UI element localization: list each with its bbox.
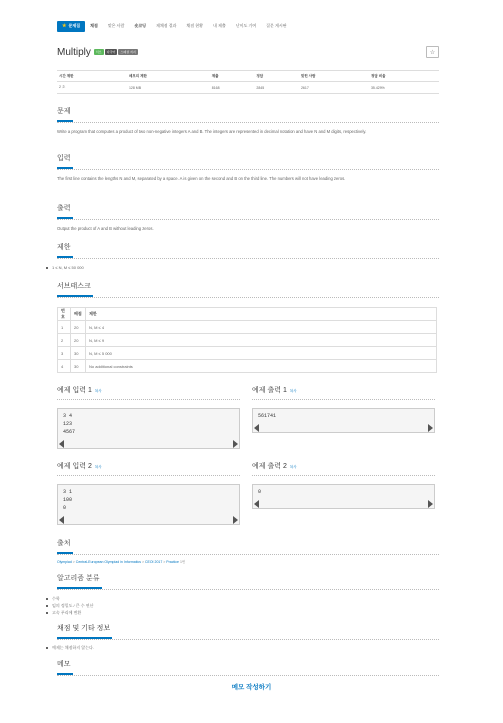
scroll-left-arrow-icon[interactable] [254,500,259,508]
subtask-heading-wrap [57,281,439,298]
example-output-1-scrollbar[interactable] [253,423,434,432]
table-row [58,321,437,334]
nav-item-solvers[interactable]: 맞은 사람 [107,23,125,28]
scroll-left-arrow-icon[interactable] [59,516,64,524]
example-output-2-text: 0 [258,489,262,495]
subtask-header-no: 번호 [58,308,71,321]
subtask-score: 30 [71,347,86,360]
grading-list [45,644,435,651]
nav-item-difficulty[interactable]: 난이도 기여 [235,23,257,28]
info-header-time: 시간 제한 [57,71,127,82]
source-link-ceoi[interactable]: Central-European Olympiad in Informatics [75,560,141,564]
subtask-score: 20 [71,334,86,347]
memo-section [57,659,439,676]
example-input-2-scrollbar[interactable] [58,515,239,524]
example-input-1-heading [57,385,240,400]
badge-multilang[interactable]: 다국어 [106,50,116,54]
table-row [58,360,437,373]
scroll-right-arrow-icon[interactable] [428,500,433,508]
subtask-header-score: 배점 [71,308,86,321]
example-output-1-text: 561741 [258,413,277,419]
limit-list [45,264,435,271]
subtask-header-limit: 제한 [86,308,437,321]
scroll-right-arrow-icon[interactable] [233,440,238,448]
info-ratio: 35.429% [369,82,439,94]
info-time: 2 초 [57,82,127,94]
input-heading-wrap [57,153,439,170]
problem-heading-wrap [57,106,439,123]
scroll-left-arrow-icon[interactable] [59,440,64,448]
algorithm-section [57,573,439,590]
problem-badges [94,49,138,55]
problem-heading: 문제 [57,106,73,122]
scroll-right-arrow-icon[interactable] [428,424,433,432]
subtask-score: 30 [71,360,86,373]
subtask-no: 3 [58,347,71,360]
subtask-header-row [58,308,437,321]
info-header-solved: 맞힌 사람 [299,71,369,82]
copy-input-1-button[interactable]: 복사 [94,389,102,393]
output-heading-wrap [57,203,439,220]
source-link-olympiad[interactable]: Olympiad [57,560,72,564]
example-output-1 [252,385,435,433]
subtask-score: 20 [71,321,86,334]
copy-output-1-button[interactable]: 복사 [289,389,297,393]
nav-item-my-submissions[interactable]: 내 제출 [213,23,226,28]
nav-item-submit[interactable]: 채점 [90,23,98,28]
badge-subtask: 서브 [95,50,102,54]
example-input-2-heading [57,461,240,476]
source-heading-wrap [57,538,439,555]
subtask-limit: N, M ≤ 9 [86,334,437,347]
source-link-practice[interactable]: Practice [166,560,179,564]
output-body: Output the product of A and B without leading zeros. [57,226,154,231]
problem-nav [57,19,292,33]
nav-home-tab[interactable] [57,21,85,32]
subtask-limit: N, M ≤ 4 [86,321,437,334]
input-body: The first line contains the lengths N and M, separated by a space. A is given on the second and B on the third line. The numbers will not have leading zeros. [57,176,346,181]
output-heading: 출력 [57,203,73,219]
example-output-2-heading [252,461,435,476]
subtask-limit: N, M ≤ 5 000 [86,347,437,360]
algorithm-item[interactable]: 고속 푸리에 변환 [45,609,435,616]
memo-heading-wrap [57,659,439,676]
info-header-submit: 제출 [210,71,255,82]
example-input-1 [57,385,240,449]
scroll-left-arrow-icon[interactable] [254,424,259,432]
table-row [58,347,437,360]
info-header-memory: 메모리 제한 [127,71,210,82]
nav-item-rejudge[interactable]: 재채점 결과 [155,23,177,28]
memo-heading: 메모 [57,659,73,675]
example-output-2-scrollbar[interactable] [253,499,434,508]
example-input-2 [57,461,240,525]
nav-home-label: 문제집 [68,23,81,28]
algorithm-item[interactable]: 임의 정밀도 / 큰 수 연산 [45,602,435,609]
subtask-section [57,281,439,373]
example-input-1-scrollbar[interactable] [58,439,239,448]
info-value-row [57,82,439,94]
info-memory: 128 MB [127,82,210,94]
badge-special-judge: 스페셜 저지 [120,50,136,54]
input-heading: 입력 [57,153,73,169]
example-output-2 [252,461,435,509]
info-solved: 2617 [299,82,369,94]
info-header-ratio: 정답 비율 [369,71,439,82]
algorithm-heading-wrap [57,573,439,590]
problem-header [57,44,439,60]
source-heading: 출처 [57,538,73,554]
grading-section [57,623,439,640]
problem-info-table [57,70,439,94]
subtask-limit: No additional constraints [86,360,437,373]
source-breadcrumb: Olympiad > Central-European Olympiad in Informatics > CEOI 2017 > Practice 1번 [57,560,186,564]
example-output-2-title: 예제 출력 2 [252,463,287,470]
info-header-row [57,71,439,82]
grading-heading-wrap [57,623,439,640]
source-section [57,538,439,565]
star-icon: ★ [62,23,67,29]
subtask-no: 1 [58,321,71,334]
example-output-1-heading [252,385,435,400]
algorithm-heading: 알고리즘 분류 [57,573,102,589]
limit-section [57,242,439,259]
limit-heading: 제한 [57,242,73,258]
info-accepted: 2845 [254,82,299,94]
copy-output-2-button[interactable]: 복사 [289,465,297,469]
subtask-no: 4 [58,360,71,373]
info-header-accepted: 정답 [254,71,299,82]
grading-heading: 채점 및 기타 정보 [57,623,112,639]
problem-description-section [57,106,439,136]
example-input-2-title: 예제 입력 2 [57,463,92,470]
example-input-2-box[interactable] [57,484,240,525]
algorithm-list [45,595,435,616]
limit-item: 1 ≤ N, M ≤ 50 000 [45,264,435,271]
output-section [57,203,439,233]
example-input-1-title: 예제 입력 1 [57,387,92,394]
table-row [58,334,437,347]
star-outline-icon: ☆ [429,49,436,56]
source-suffix: 1번 [179,560,186,564]
info-submit: 8168 [210,82,255,94]
example-input-1-text: 3 4 123 4567 [63,413,76,435]
problem-body: Write a program that computes a product of two non-negative integers A and B. The integers are represented in decimal notation and have N and M digits, respectively. [57,129,367,134]
subtask-heading: 서브태스크 [57,281,93,297]
nav-item-status[interactable]: 채점 현황 [186,23,203,28]
subtask-table [57,307,437,373]
favorite-star-button[interactable] [426,46,439,58]
nav-item-shortcoding[interactable]: 숏코딩 [134,23,146,28]
write-memo-button[interactable]: 메모 작성하기 [231,684,272,691]
example-output-1-title: 예제 출력 1 [252,387,287,394]
grading-item: 예제는 채점하지 않는다. [45,644,435,651]
example-output-2-box[interactable] [252,484,435,509]
source-link-ceoi-2017[interactable]: CEOI 2017 [144,560,163,564]
example-input-2-text: 3 1 100 0 [63,489,73,511]
input-section [57,153,439,183]
example-output-1-box[interactable] [252,408,435,433]
subtask-no: 2 [58,334,71,347]
nav-item-board[interactable]: 질문 게시판 [266,23,287,28]
limit-heading-wrap [57,242,439,259]
algorithm-item[interactable]: 수학 [45,595,435,602]
copy-input-2-button[interactable]: 복사 [94,465,102,469]
example-input-1-box[interactable] [57,408,240,449]
scroll-right-arrow-icon[interactable] [233,516,238,524]
problem-title: Multiply [57,46,91,58]
